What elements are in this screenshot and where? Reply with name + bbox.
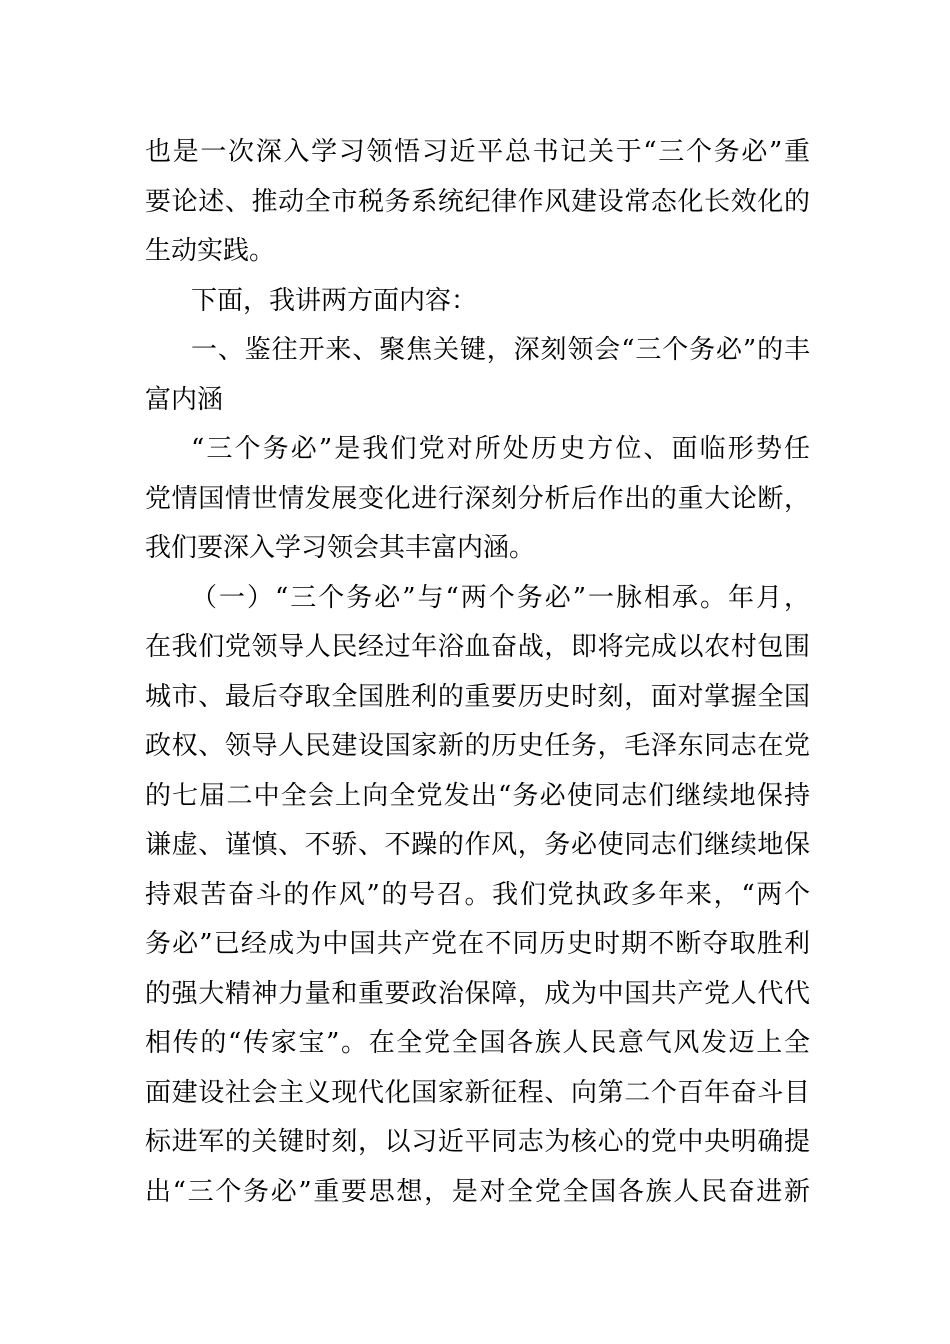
- text-line: 持艰苦奋斗的作风”的号召。我们党执政多年来，“两个: [145, 879, 810, 910]
- text-line: 党情国情世情发展变化进行深刻分析后作出的重大论断，: [145, 483, 810, 514]
- text-line: 下面，我讲两方面内容：: [191, 285, 478, 316]
- text-line: 在我们党领导人民经过年浴血奋战，即将完成以农村包围: [145, 632, 810, 662]
- text-line: 出“三个务必”重要思想，是对全党全国各族人民奋进新: [145, 1176, 810, 1207]
- text-line: “三个务必”是我们党对所处历史方位、面临形势任: [191, 434, 810, 464]
- body-text: [145, 128, 810, 1217]
- text-line: （一）“三个务必”与“两个务必”一脉相承。年月，: [191, 582, 810, 613]
- text-line: 谦虚、谨慎、不骄、不躁的作风，务必使同志们继续地保: [145, 830, 810, 860]
- text-line: 务必”已经成为中国共产党在不同历史时期不断夺取胜利: [145, 929, 810, 959]
- text-line: 标进军的关键时刻，以习近平同志为核心的党中央明确提: [145, 1127, 810, 1157]
- text-line: 的七届二中全会上向全党发出“务必使同志们继续地保持: [145, 780, 810, 811]
- text-line: 生动实践。: [145, 236, 276, 266]
- text-line: 我们要深入学习领会其丰富内涵。: [145, 533, 536, 563]
- section-heading-line: 一、鉴往开来、聚焦关键，深刻领会“三个务必”的丰: [191, 335, 810, 365]
- text-line: 的强大精神力量和重要政治保障，成为中国共产党人代代: [145, 978, 810, 1009]
- text-line: 城市、最后夺取全国胜利的重要历史时刻，面对掌握全国: [145, 681, 810, 712]
- text-line: 相传的“传家宝”。在全党全国各族人民意气风发迈上全: [145, 1028, 810, 1058]
- text-line: 也是一次深入学习领悟习近平总书记关于“三个务必”重: [145, 137, 810, 167]
- text-line: 要论述、推动全市税务系统纪律作风建设常态化长效化的: [145, 186, 810, 217]
- text-line: 政权、领导人民建设国家新的历史任务，毛泽东同志在党: [145, 731, 810, 761]
- section-heading-line: 富内涵: [145, 384, 224, 415]
- text-line: 面建设社会主义现代化国家新征程、向第二个百年奋斗目: [145, 1077, 810, 1108]
